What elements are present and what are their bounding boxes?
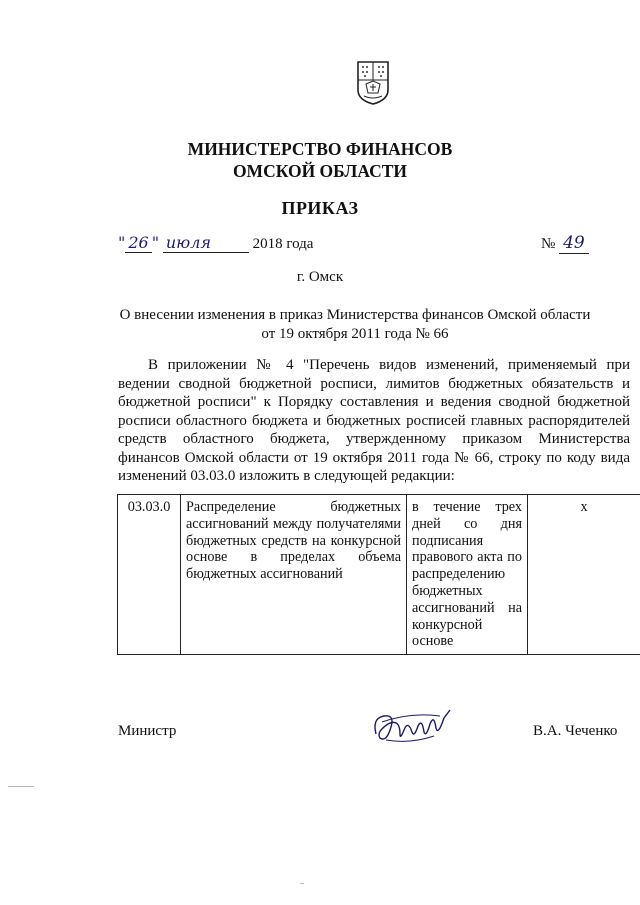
- date-year: 2018 года: [252, 236, 314, 252]
- body-paragraph: В приложении № 4 "Перечень видов изменений, применяемый при ведении сводной бюджетной росписи, лимитов бюджетных обязательств и бюджетной росписи" к Порядку составления и ведения сводной бюджетной росписи областного бюджета и бюджетных росписей главных распорядителей средств областного бюджета, утвержденному приказом Министерства финансов Омской области от 19 октября 2011 года № 66, строку по коду вида изменений 03.03.0 изложить в следующей редакции:: [118, 357, 630, 484]
- document-title: [100, 306, 610, 344]
- change-code-table: [117, 494, 640, 655]
- signer-name: В.А. Чеченко: [533, 723, 618, 739]
- cell-term: в течение трех дней со дня подписания правового акта по распределению бюджетных ассигнований на конкурсной основе: [407, 495, 528, 655]
- table-row: [118, 495, 640, 655]
- city: г. Омск: [296, 269, 344, 285]
- cell-mark: x: [528, 495, 640, 655]
- title-line2: от 19 октября 2011 года № 66: [261, 326, 449, 342]
- title-line1: О внесении изменения в приказ Министерства финансов Омской области: [119, 307, 591, 323]
- document-type: ПРИКАЗ: [281, 198, 359, 218]
- coat-of-arms-icon: [356, 60, 390, 106]
- number-prefix: №: [541, 236, 556, 252]
- scan-artifact: [8, 786, 34, 787]
- date-close-quote: ": [151, 233, 160, 252]
- ministry-name-line1: МИНИСТЕРСТВО ФИНАНСОВ: [187, 139, 453, 159]
- number-value: 49: [559, 233, 589, 254]
- document-date: [118, 233, 313, 253]
- date-day: 26: [125, 233, 151, 253]
- ministry-name-line2: ОМСКОЙ ОБЛАСТИ: [232, 161, 408, 181]
- date-month: июля: [163, 233, 249, 253]
- cell-description: Распределение бюджетных ассигнований между получателями бюджетных средств на конкурсной основе в пределах объема бюджетных ассигнований: [181, 495, 407, 655]
- scan-artifact: [300, 883, 304, 884]
- signer-role: Министр: [118, 723, 177, 739]
- document-number: [541, 233, 589, 254]
- cell-code: 03.03.0: [118, 495, 181, 655]
- date-open-quote: ": [118, 233, 126, 252]
- handwritten-signature-icon: [370, 704, 456, 750]
